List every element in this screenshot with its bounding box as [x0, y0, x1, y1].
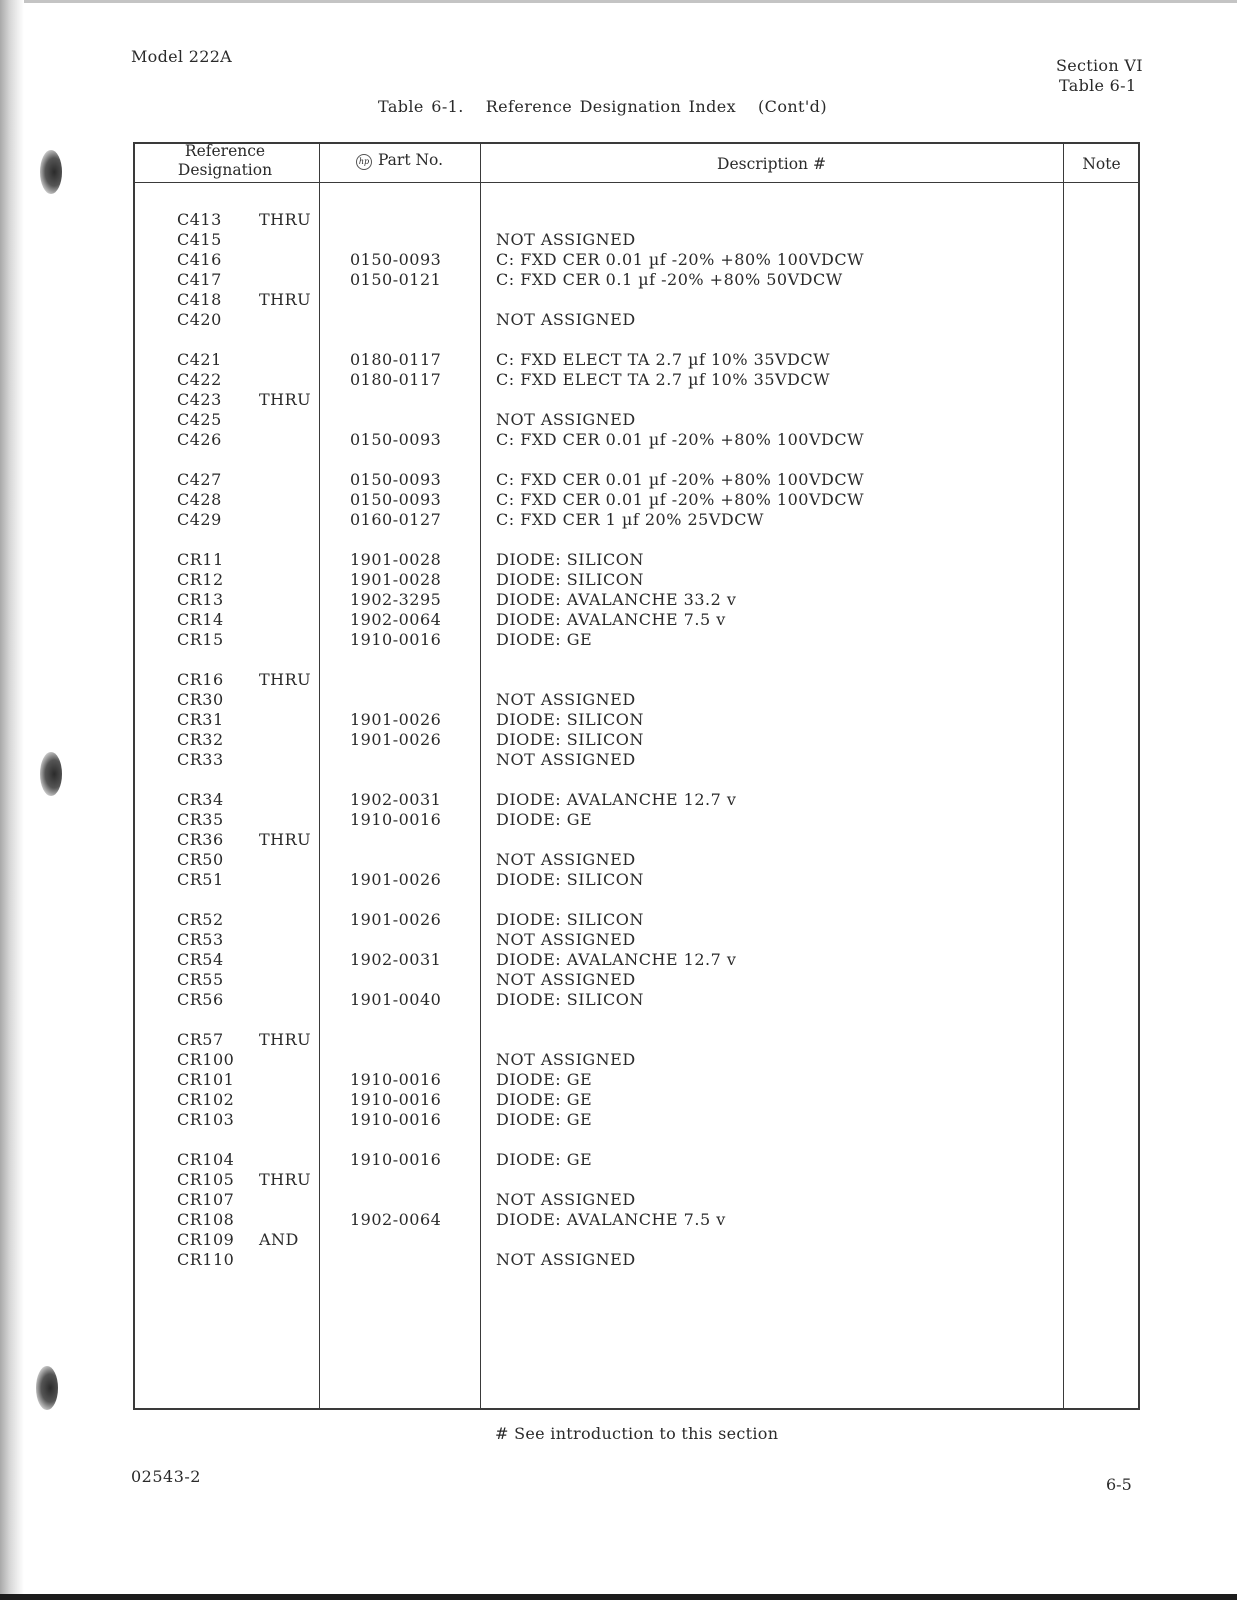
table-row — [135, 830, 1142, 850]
description-cell: C: FXD CER 0.01 µf -20% +80% 100VDCW — [496, 250, 865, 269]
table-row — [135, 1070, 1142, 1090]
binder-shadow — [0, 0, 24, 1600]
table-row — [135, 250, 1142, 270]
description-cell: DIODE: AVALANCHE 7.5 v — [496, 610, 726, 629]
table-row — [135, 1090, 1142, 1110]
table-row — [135, 570, 1142, 590]
part-number-cell: 0150-0093 — [350, 430, 442, 449]
description-cell: C: FXD CER 0.1 µf -20% +80% 50VDCW — [496, 270, 843, 289]
table-row — [135, 210, 1142, 230]
table-row — [135, 910, 1142, 930]
part-number-cell: 1910-0016 — [350, 1150, 442, 1169]
part-number-cell: 0180-0117 — [350, 370, 442, 389]
description-cell: DIODE: SILICON — [496, 990, 644, 1009]
table-row — [135, 1230, 1142, 1250]
part-number-cell: 0160-0127 — [350, 510, 442, 529]
table-row — [135, 790, 1142, 810]
col-header-desc: Description # — [717, 155, 826, 173]
range-cell: THRU — [259, 1030, 312, 1049]
part-number-cell: 1902-0064 — [350, 610, 442, 629]
description-cell: DIODE: AVALANCHE 33.2 v — [496, 590, 737, 609]
row-spacer — [135, 530, 1142, 550]
table-row — [135, 850, 1142, 870]
ref-cell: CR108 — [177, 1210, 235, 1229]
part-number-cell: 1901-0028 — [350, 570, 442, 589]
table-row — [135, 230, 1142, 250]
ref-cell: CR57 — [177, 1030, 224, 1049]
ref-cell: CR104 — [177, 1150, 235, 1169]
punch-hole-icon — [40, 150, 62, 194]
col-header-ref-line2: Designation — [177, 161, 273, 179]
table-row — [135, 990, 1142, 1010]
row-spacer — [135, 650, 1142, 670]
col-header-part — [319, 151, 480, 170]
hp-logo-icon: hp — [356, 154, 372, 170]
description-cell: DIODE: SILICON — [496, 710, 644, 729]
ref-cell: CR13 — [177, 590, 224, 609]
row-spacer — [135, 770, 1142, 790]
col-header-ref — [165, 142, 285, 180]
description-cell: DIODE: AVALANCHE 12.7 v — [496, 950, 737, 969]
ref-cell: CR35 — [177, 810, 224, 829]
description-cell: C: FXD CER 0.01 µf -20% +80% 100VDCW — [496, 430, 865, 449]
part-number-cell: 1902-3295 — [350, 590, 442, 609]
col-header-note: Note — [1082, 155, 1121, 173]
ref-cell: CR31 — [177, 710, 224, 729]
row-spacer — [135, 450, 1142, 470]
table-row — [135, 1210, 1142, 1230]
description-cell: NOT ASSIGNED — [496, 230, 636, 249]
description-cell: DIODE: GE — [496, 1070, 593, 1089]
part-number-cell: 1910-0016 — [350, 810, 442, 829]
part-number-cell: 1902-0031 — [350, 790, 442, 809]
range-cell: THRU — [259, 1170, 312, 1189]
model-label: Model 222A — [131, 47, 233, 66]
table-row — [135, 350, 1142, 370]
range-cell: THRU — [259, 390, 312, 409]
ref-cell: CR56 — [177, 990, 224, 1009]
table-row — [135, 1150, 1142, 1170]
ref-cell: CR33 — [177, 750, 224, 769]
ref-cell: CR102 — [177, 1090, 235, 1109]
range-cell: THRU — [259, 290, 312, 309]
ref-cell: CR107 — [177, 1190, 235, 1209]
ref-cell: C417 — [177, 270, 222, 289]
row-spacer — [135, 890, 1142, 910]
ref-cell: CR15 — [177, 630, 224, 649]
table-row — [135, 470, 1142, 490]
ref-cell: CR32 — [177, 730, 224, 749]
description-cell: DIODE: SILICON — [496, 870, 644, 889]
table-row — [135, 1250, 1142, 1270]
punch-hole-icon — [40, 752, 62, 796]
range-cell: THRU — [259, 830, 312, 849]
description-cell: NOT ASSIGNED — [496, 1190, 636, 1209]
caption-cont: (Cont'd) — [758, 97, 827, 116]
part-number-cell: 0150-0093 — [350, 470, 442, 489]
header-divider — [135, 182, 1138, 183]
table-body — [135, 210, 1142, 1270]
table-row — [135, 950, 1142, 970]
ref-cell: CR12 — [177, 570, 224, 589]
section-label: Section VI — [1056, 56, 1143, 75]
description-cell: NOT ASSIGNED — [496, 850, 636, 869]
description-cell: NOT ASSIGNED — [496, 310, 636, 329]
table-row — [135, 490, 1142, 510]
part-number-cell: 1901-0040 — [350, 990, 442, 1009]
description-cell: C: FXD CER 1 µf 20% 25VDCW — [496, 510, 764, 529]
part-number-cell: 1902-0031 — [350, 950, 442, 969]
ref-cell: C429 — [177, 510, 222, 529]
table-row — [135, 290, 1142, 310]
table-caption — [378, 97, 827, 116]
ref-cell: C415 — [177, 230, 222, 249]
part-number-cell: 1910-0016 — [350, 1070, 442, 1089]
ref-cell: C416 — [177, 250, 222, 269]
table-row — [135, 1190, 1142, 1210]
description-cell: C: FXD ELECT TA 2.7 µf 10% 35VDCW — [496, 350, 831, 369]
description-cell: C: FXD CER 0.01 µf -20% +80% 100VDCW — [496, 470, 865, 489]
description-cell: DIODE: SILICON — [496, 730, 644, 749]
table-row — [135, 390, 1142, 410]
description-cell: NOT ASSIGNED — [496, 1050, 636, 1069]
table-row — [135, 930, 1142, 950]
ref-cell: C427 — [177, 470, 222, 489]
description-cell: NOT ASSIGNED — [496, 690, 636, 709]
ref-cell: C426 — [177, 430, 222, 449]
ref-cell: CR34 — [177, 790, 224, 809]
ref-cell: C418 — [177, 290, 222, 309]
table-ref-label: Table 6-1 — [1059, 76, 1137, 95]
description-cell: DIODE: SILICON — [496, 910, 644, 929]
part-number-cell: 0150-0121 — [350, 270, 442, 289]
part-number-cell: 1910-0016 — [350, 1090, 442, 1109]
ref-cell: C423 — [177, 390, 222, 409]
description-cell: DIODE: GE — [496, 630, 593, 649]
ref-cell: C425 — [177, 410, 222, 429]
caption-title: Reference Designation Index — [485, 97, 737, 116]
description-cell: C: FXD ELECT TA 2.7 µf 10% 35VDCW — [496, 370, 831, 389]
part-number-cell: 0150-0093 — [350, 250, 442, 269]
table-row — [135, 1110, 1142, 1130]
description-cell: DIODE: AVALANCHE 7.5 v — [496, 1210, 726, 1229]
col-header-ref-line1: Reference — [184, 142, 266, 160]
col-header-part-label: Part No. — [377, 151, 444, 169]
description-cell: NOT ASSIGNED — [496, 970, 636, 989]
table-row — [135, 690, 1142, 710]
row-spacer — [135, 1010, 1142, 1030]
table-row — [135, 410, 1142, 430]
part-number-cell: 1901-0026 — [350, 710, 442, 729]
part-number-cell: 1901-0026 — [350, 870, 442, 889]
table-row — [135, 970, 1142, 990]
document-number: 02543-2 — [131, 1467, 201, 1486]
part-number-cell: 0150-0093 — [350, 490, 442, 509]
description-cell: DIODE: GE — [496, 1090, 593, 1109]
ref-cell: CR36 — [177, 830, 224, 849]
ref-cell: C421 — [177, 350, 222, 369]
part-number-cell: 1910-0016 — [350, 1110, 442, 1129]
ref-cell: CR11 — [177, 550, 224, 569]
description-cell: NOT ASSIGNED — [496, 750, 636, 769]
ref-cell: CR105 — [177, 1170, 235, 1189]
table-row — [135, 370, 1142, 390]
caption-number: Table 6-1. — [378, 97, 464, 116]
ref-cell: CR100 — [177, 1050, 235, 1069]
table-row — [135, 870, 1142, 890]
page-number: 6-5 — [1106, 1475, 1132, 1494]
part-number-cell: 1910-0016 — [350, 630, 442, 649]
table-row — [135, 510, 1142, 530]
part-number-cell: 1901-0026 — [350, 910, 442, 929]
table-row — [135, 730, 1142, 750]
ref-cell: CR50 — [177, 850, 224, 869]
ref-cell: CR52 — [177, 910, 224, 929]
scan-bottom-edge — [0, 1594, 1237, 1600]
ref-cell: CR109 — [177, 1230, 235, 1249]
ref-cell: CR110 — [177, 1250, 235, 1269]
table-row — [135, 550, 1142, 570]
row-spacer — [135, 1130, 1142, 1150]
ref-cell: CR51 — [177, 870, 224, 889]
ref-cell: CR101 — [177, 1070, 235, 1089]
table-row — [135, 270, 1142, 290]
ref-cell: CR53 — [177, 930, 224, 949]
ref-cell: C428 — [177, 490, 222, 509]
table-row — [135, 750, 1142, 770]
table-row — [135, 1030, 1142, 1050]
ref-cell: CR14 — [177, 610, 224, 629]
range-cell: THRU — [259, 670, 312, 689]
description-cell: DIODE: SILICON — [496, 550, 644, 569]
ref-cell: CR103 — [177, 1110, 235, 1129]
range-cell: AND — [259, 1230, 299, 1249]
footnote: # See introduction to this section — [495, 1424, 779, 1443]
description-cell: NOT ASSIGNED — [496, 1250, 636, 1269]
ref-cell: CR55 — [177, 970, 224, 989]
table-row — [135, 670, 1142, 690]
ref-cell: CR54 — [177, 950, 224, 969]
description-cell: DIODE: GE — [496, 810, 593, 829]
ref-cell: C413 — [177, 210, 222, 229]
table-row — [135, 310, 1142, 330]
part-number-cell: 0180-0117 — [350, 350, 442, 369]
table-row — [135, 430, 1142, 450]
ref-cell: C422 — [177, 370, 222, 389]
range-cell: THRU — [259, 210, 312, 229]
ref-cell: CR16 — [177, 670, 224, 689]
description-cell: NOT ASSIGNED — [496, 930, 636, 949]
ref-cell: C420 — [177, 310, 222, 329]
table-row — [135, 630, 1142, 650]
row-spacer — [135, 330, 1142, 350]
table-row — [135, 710, 1142, 730]
table-row — [135, 810, 1142, 830]
table-row — [135, 590, 1142, 610]
ref-cell: CR30 — [177, 690, 224, 709]
table-row — [135, 1170, 1142, 1190]
reference-designation-table — [133, 142, 1140, 1410]
description-cell: C: FXD CER 0.01 µf -20% +80% 100VDCW — [496, 490, 865, 509]
page-top-edge — [0, 0, 1237, 3]
description-cell: DIODE: GE — [496, 1110, 593, 1129]
description-cell: DIODE: AVALANCHE 12.7 v — [496, 790, 737, 809]
description-cell: DIODE: GE — [496, 1150, 593, 1169]
punch-hole-icon — [36, 1366, 58, 1410]
part-number-cell: 1901-0026 — [350, 730, 442, 749]
description-cell: NOT ASSIGNED — [496, 410, 636, 429]
table-row — [135, 1050, 1142, 1070]
table-row — [135, 610, 1142, 630]
part-number-cell: 1901-0028 — [350, 550, 442, 569]
part-number-cell: 1902-0064 — [350, 1210, 442, 1229]
description-cell: DIODE: SILICON — [496, 570, 644, 589]
